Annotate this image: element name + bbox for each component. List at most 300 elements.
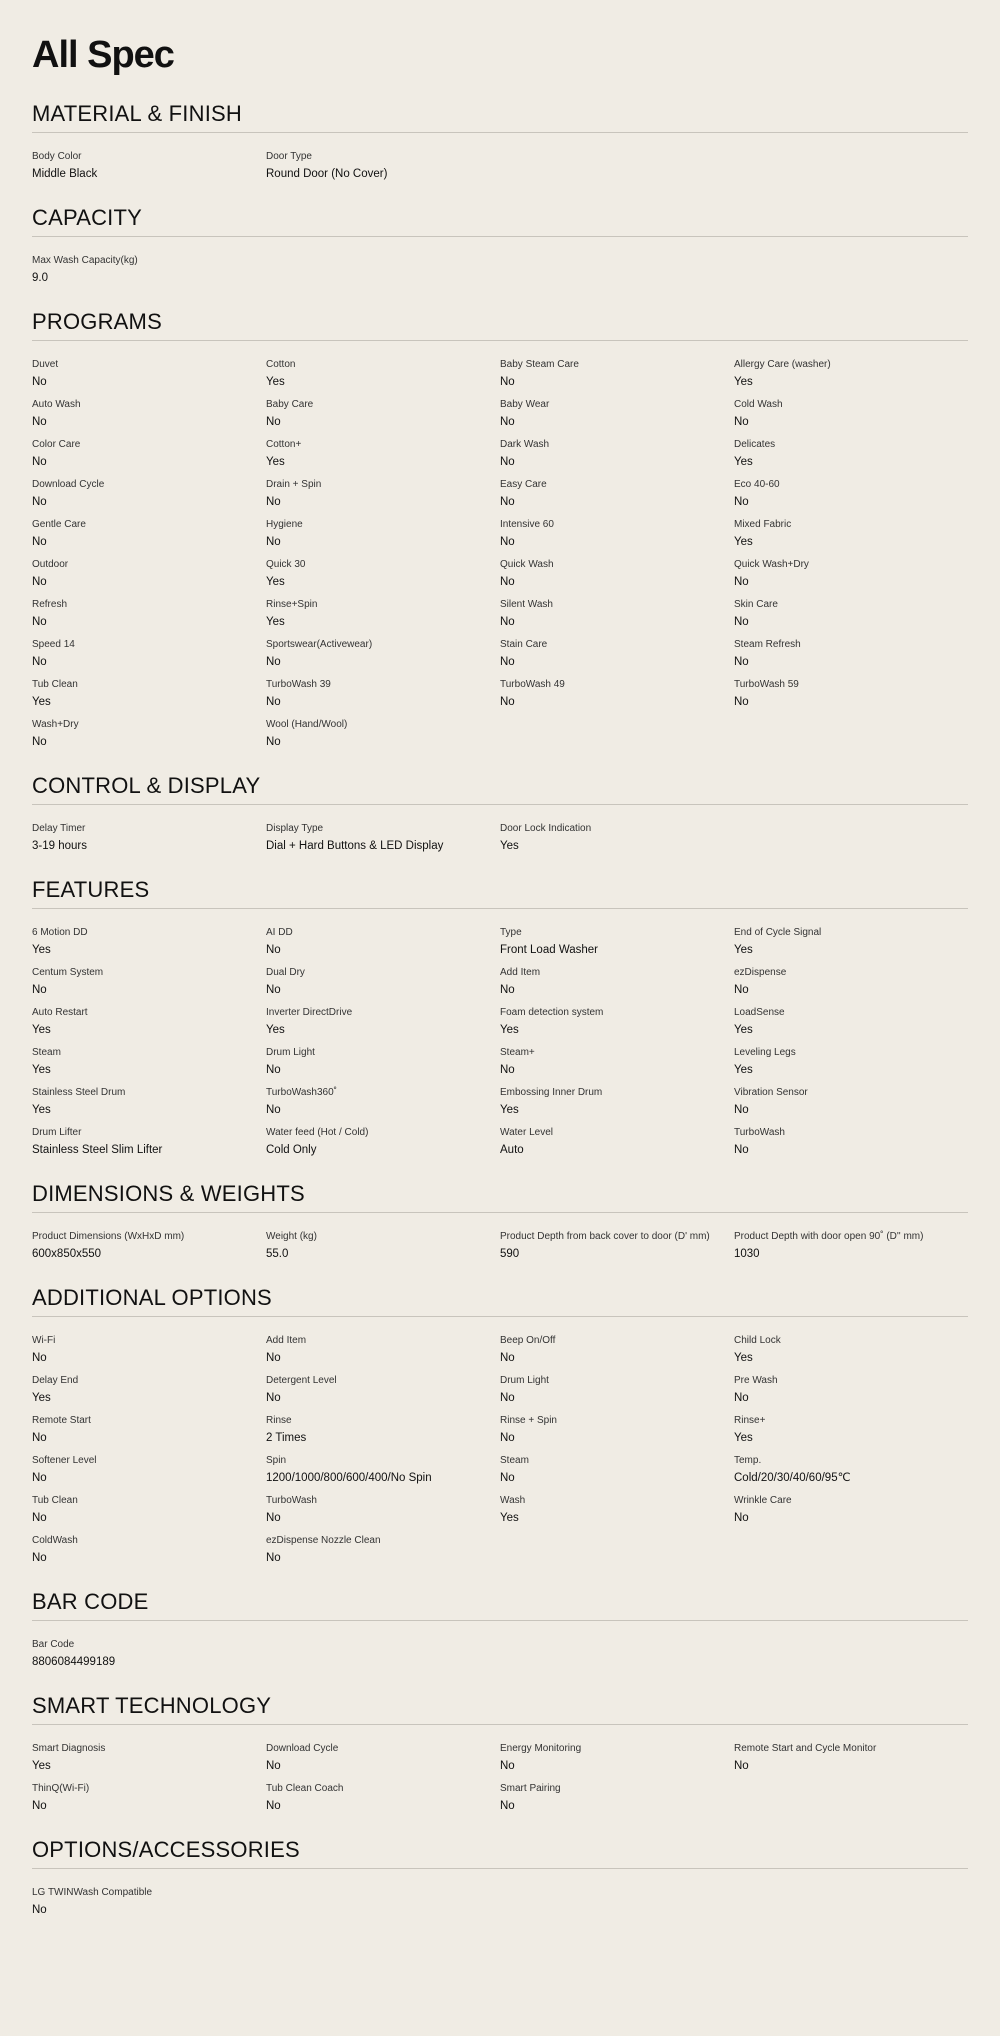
- spec-section: [32, 772, 968, 853]
- spec-item: [32, 399, 266, 429]
- spec-value: No: [266, 984, 281, 996]
- section-title: CAPACITY: [32, 204, 968, 237]
- spec-value: 600x850x550: [32, 1248, 102, 1260]
- spec-value: Yes: [32, 696, 51, 708]
- spec-item: [734, 599, 968, 629]
- spec-value: No: [32, 656, 47, 668]
- spec-grid: [32, 1621, 968, 1669]
- spec-label: Foam detection system: [500, 1007, 604, 1018]
- spec-label: Dual Dry: [266, 967, 305, 978]
- spec-item: [500, 1783, 734, 1813]
- spec-item: [500, 967, 734, 997]
- spec-label: Tub Clean: [32, 679, 78, 690]
- spec-item: [500, 823, 734, 853]
- spec-label: Mixed Fabric: [734, 519, 792, 530]
- spec-label: Weight (kg): [266, 1231, 317, 1242]
- spec-label: Rinse + Spin: [500, 1415, 557, 1426]
- spec-value: No: [500, 496, 515, 508]
- spec-label: Delay Timer: [32, 823, 86, 834]
- spec-value: No: [734, 984, 749, 996]
- spec-value: 590: [500, 1248, 520, 1260]
- spec-value: No: [32, 456, 47, 468]
- spec-value: Auto: [500, 1144, 524, 1156]
- spec-item: [266, 519, 500, 549]
- spec-label: Delay End: [32, 1375, 79, 1386]
- spec-label: Auto Restart: [32, 1007, 88, 1018]
- spec-label: Smart Diagnosis: [32, 1743, 106, 1754]
- spec-label: Temp.: [734, 1455, 762, 1466]
- spec-label: Body Color: [32, 151, 82, 162]
- spec-label: Remote Start and Cycle Monitor: [734, 1743, 877, 1754]
- spec-value: No: [266, 496, 281, 508]
- spec-value: 1030: [734, 1248, 760, 1260]
- spec-item: [500, 1087, 734, 1117]
- spec-label: Quick Wash+Dry: [734, 559, 809, 570]
- spec-label: LoadSense: [734, 1007, 785, 1018]
- spec-value: No: [32, 416, 47, 428]
- section-title: BAR CODE: [32, 1588, 968, 1621]
- spec-label: Remote Start: [32, 1415, 91, 1426]
- spec-value: Yes: [32, 1760, 51, 1772]
- spec-label: Type: [500, 927, 522, 938]
- spec-value: No: [500, 576, 515, 588]
- spec-item: [32, 1047, 266, 1077]
- spec-label: Gentle Care: [32, 519, 86, 530]
- spec-value: No: [500, 1472, 515, 1484]
- spec-label: Dark Wash: [500, 439, 550, 450]
- spec-value: Yes: [500, 1024, 519, 1036]
- spec-label: Wash: [500, 1495, 526, 1506]
- section-title: SMART TECHNOLOGY: [32, 1692, 968, 1725]
- spec-item: [500, 1455, 734, 1485]
- spec-value: Yes: [734, 1064, 753, 1076]
- spec-section: [32, 100, 968, 181]
- spec-item: [32, 823, 266, 853]
- spec-label: Energy Monitoring: [500, 1743, 582, 1754]
- spec-item: [500, 1231, 734, 1261]
- spec-label: Download Cycle: [266, 1743, 339, 1754]
- spec-value: Cold/20/30/40/60/95℃: [734, 1472, 851, 1484]
- spec-item: [266, 599, 500, 629]
- spec-label: Auto Wash: [32, 399, 81, 410]
- spec-value: No: [32, 1800, 47, 1812]
- spec-item: [500, 599, 734, 629]
- spec-label: Stainless Steel Drum: [32, 1087, 126, 1098]
- spec-grid: [32, 133, 968, 181]
- spec-item: [734, 1335, 968, 1365]
- spec-label: Wool (Hand/Wool): [266, 719, 348, 730]
- spec-label: Add Item: [500, 967, 541, 978]
- spec-item: [266, 927, 500, 957]
- spec-item: [500, 519, 734, 549]
- spec-item: [266, 1535, 500, 1565]
- spec-item: [32, 1639, 266, 1669]
- spec-grid: [32, 1213, 968, 1261]
- spec-item: [32, 1783, 266, 1813]
- spec-value: No: [500, 456, 515, 468]
- spec-value: Yes: [266, 576, 285, 588]
- spec-section: [32, 1588, 968, 1669]
- spec-item: [32, 1335, 266, 1365]
- spec-label: TurboWash 49: [500, 679, 565, 690]
- spec-label: Door Lock Indication: [500, 823, 592, 834]
- spec-item: [32, 1375, 266, 1405]
- spec-value: No: [500, 656, 515, 668]
- spec-item: [266, 1335, 500, 1365]
- spec-item: [266, 559, 500, 589]
- spec-label: Product Dimensions (WxHxD mm): [32, 1231, 185, 1242]
- spec-sections: [32, 100, 968, 1917]
- spec-item: [500, 1495, 734, 1525]
- spec-value: No: [500, 616, 515, 628]
- spec-value: No: [734, 696, 749, 708]
- section-title: FEATURES: [32, 876, 968, 909]
- spec-label: 6 Motion DD: [32, 927, 88, 938]
- spec-label: TurboWash: [266, 1495, 317, 1506]
- spec-section: [32, 1284, 968, 1565]
- spec-value: Yes: [32, 1104, 51, 1116]
- spec-value: No: [734, 1392, 749, 1404]
- spec-item: [734, 519, 968, 549]
- spec-grid: [32, 1869, 968, 1917]
- section-title: PROGRAMS: [32, 308, 968, 341]
- spec-value: No: [32, 496, 47, 508]
- spec-item: [734, 479, 968, 509]
- spec-value: No: [266, 656, 281, 668]
- spec-value: No: [734, 576, 749, 588]
- spec-item: [32, 1887, 266, 1917]
- spec-value: Stainless Steel Slim Lifter: [32, 1144, 163, 1156]
- spec-label: Smart Pairing: [500, 1783, 561, 1794]
- spec-item: [266, 1743, 500, 1773]
- spec-label: Max Wash Capacity(kg): [32, 255, 138, 266]
- spec-value: Yes: [734, 376, 753, 388]
- spec-item: [266, 1495, 500, 1525]
- spec-item: [734, 1127, 968, 1157]
- spec-label: Tub Clean: [32, 1495, 78, 1506]
- spec-value: Yes: [32, 1392, 51, 1404]
- spec-label: Drum Light: [500, 1375, 549, 1386]
- spec-value: No: [500, 1352, 515, 1364]
- spec-value: No: [32, 736, 47, 748]
- spec-value: No: [734, 1104, 749, 1116]
- spec-item: [500, 399, 734, 429]
- spec-value: Yes: [734, 1352, 753, 1364]
- spec-label: Hygiene: [266, 519, 303, 530]
- spec-label: TurboWash360˚: [266, 1087, 337, 1098]
- spec-label: Rinse+Spin: [266, 599, 318, 610]
- spec-label: Drum Lifter: [32, 1127, 82, 1138]
- spec-value: No: [32, 1432, 47, 1444]
- spec-label: Centum System: [32, 967, 104, 978]
- spec-label: Sportswear(Activewear): [266, 639, 373, 650]
- spec-item: [500, 1007, 734, 1037]
- spec-value: Yes: [500, 1104, 519, 1116]
- spec-label: Tub Clean Coach: [266, 1783, 344, 1794]
- spec-value: No: [734, 416, 749, 428]
- spec-item: [500, 1335, 734, 1365]
- spec-label: Wrinkle Care: [734, 1495, 792, 1506]
- spec-value: Yes: [266, 616, 285, 628]
- spec-label: Allergy Care (washer): [734, 359, 831, 370]
- spec-value: Dial + Hard Buttons & LED Display: [266, 840, 444, 852]
- spec-item: [266, 1047, 500, 1077]
- spec-label: Product Depth from back cover to door (D' mm): [500, 1231, 710, 1242]
- spec-label: Water feed (Hot / Cold): [266, 1127, 369, 1138]
- spec-label: End of Cycle Signal: [734, 927, 822, 938]
- spec-value: No: [500, 416, 515, 428]
- spec-value: No: [500, 1760, 515, 1772]
- section-title: MATERIAL & FINISH: [32, 100, 968, 133]
- spec-value: 55.0: [266, 1248, 289, 1260]
- spec-label: Beep On/Off: [500, 1335, 556, 1346]
- spec-item: [734, 967, 968, 997]
- spec-label: Quick 30: [266, 559, 306, 570]
- spec-item: [266, 1087, 500, 1117]
- spec-item: [734, 559, 968, 589]
- spec-value: Yes: [32, 1064, 51, 1076]
- spec-value: No: [266, 1552, 281, 1564]
- spec-label: Steam: [500, 1455, 529, 1466]
- spec-item: [32, 1495, 266, 1525]
- spec-item: [266, 1127, 500, 1157]
- spec-item: [500, 1415, 734, 1445]
- spec-label: Product Depth with door open 90˚ (D'' mm): [734, 1231, 924, 1242]
- spec-value: Yes: [266, 1024, 285, 1036]
- spec-label: Child Lock: [734, 1335, 781, 1346]
- spec-label: Spin: [266, 1455, 287, 1466]
- spec-label: Outdoor: [32, 559, 69, 570]
- spec-label: TurboWash: [734, 1127, 785, 1138]
- spec-label: Drain + Spin: [266, 479, 322, 490]
- spec-label: Eco 40-60: [734, 479, 780, 490]
- spec-grid: [32, 237, 968, 285]
- spec-item: [500, 679, 734, 709]
- spec-label: Inverter DirectDrive: [266, 1007, 353, 1018]
- spec-item: [32, 439, 266, 469]
- spec-label: ColdWash: [32, 1535, 78, 1546]
- spec-value: No: [32, 576, 47, 588]
- spec-value: No: [266, 1352, 281, 1364]
- spec-item: [500, 559, 734, 589]
- spec-label: Embossing Inner Drum: [500, 1087, 603, 1098]
- page-title: All Spec: [32, 34, 174, 76]
- spec-label: Bar Code: [32, 1639, 75, 1650]
- spec-item: [32, 679, 266, 709]
- spec-label: Drum Light: [266, 1047, 315, 1058]
- spec-item: [266, 823, 500, 853]
- spec-item: [32, 1415, 266, 1445]
- spec-label: Rinse+: [734, 1415, 766, 1426]
- spec-value: Yes: [266, 456, 285, 468]
- spec-item: [734, 399, 968, 429]
- spec-value: Yes: [266, 376, 285, 388]
- spec-section: [32, 308, 968, 749]
- spec-label: Cotton+: [266, 439, 302, 450]
- spec-label: Leveling Legs: [734, 1047, 796, 1058]
- spec-value: No: [266, 944, 281, 956]
- spec-section: [32, 1836, 968, 1917]
- spec-label: Steam Refresh: [734, 639, 801, 650]
- spec-item: [32, 519, 266, 549]
- spec-value: No: [266, 696, 281, 708]
- spec-value: No: [734, 616, 749, 628]
- spec-item: [32, 719, 266, 749]
- spec-label: Intensive 60: [500, 519, 554, 530]
- spec-section: [32, 204, 968, 285]
- spec-item: [734, 1047, 968, 1077]
- spec-value: No: [32, 1472, 47, 1484]
- spec-label: Pre Wash: [734, 1375, 778, 1386]
- section-title: OPTIONS/ACCESSORIES: [32, 1836, 968, 1869]
- spec-item: [32, 151, 266, 181]
- spec-item: [266, 479, 500, 509]
- spec-value: No: [266, 416, 281, 428]
- spec-value: 3-19 hours: [32, 840, 87, 852]
- spec-value: No: [266, 736, 281, 748]
- spec-label: TurboWash 39: [266, 679, 331, 690]
- spec-grid: [32, 1317, 968, 1565]
- spec-label: Quick Wash: [500, 559, 554, 570]
- spec-value: No: [32, 376, 47, 388]
- spec-item: [500, 1127, 734, 1157]
- spec-label: Stain Care: [500, 639, 548, 650]
- spec-item: [500, 639, 734, 669]
- spec-label: Add Item: [266, 1335, 307, 1346]
- spec-item: [32, 927, 266, 957]
- spec-label: Color Care: [32, 439, 81, 450]
- spec-grid: [32, 1725, 968, 1813]
- spec-label: Detergent Level: [266, 1375, 337, 1386]
- spec-label: Rinse: [266, 1415, 292, 1426]
- spec-label: ThinQ(Wi-Fi): [32, 1783, 90, 1794]
- spec-value: Front Load Washer: [500, 944, 599, 956]
- spec-item: [266, 1455, 500, 1485]
- spec-value: No: [500, 376, 515, 388]
- spec-value: No: [734, 1144, 749, 1156]
- spec-label: TurboWash 59: [734, 679, 799, 690]
- spec-label: Refresh: [32, 599, 68, 610]
- spec-label: Water Level: [500, 1127, 553, 1138]
- spec-value: Yes: [32, 1024, 51, 1036]
- spec-value: No: [500, 536, 515, 548]
- spec-section: [32, 1692, 968, 1813]
- spec-value: No: [32, 984, 47, 996]
- spec-item: [32, 559, 266, 589]
- spec-value: Yes: [500, 840, 519, 852]
- spec-value: 1200/1000/800/600/400/No Spin: [266, 1472, 432, 1484]
- spec-value: No: [266, 1064, 281, 1076]
- spec-value: No: [266, 1760, 281, 1772]
- spec-value: Yes: [734, 1024, 753, 1036]
- spec-item: [734, 1087, 968, 1117]
- spec-value: Cold Only: [266, 1144, 317, 1156]
- spec-item: [734, 679, 968, 709]
- spec-item: [734, 1455, 968, 1485]
- section-title: DIMENSIONS & WEIGHTS: [32, 1180, 968, 1213]
- spec-item: [266, 1375, 500, 1405]
- spec-value: No: [266, 1104, 281, 1116]
- spec-item: [266, 719, 500, 749]
- spec-label: Cold Wash: [734, 399, 783, 410]
- spec-item: [500, 1375, 734, 1405]
- spec-value: Round Door (No Cover): [266, 168, 388, 180]
- section-title: ADDITIONAL OPTIONS: [32, 1284, 968, 1317]
- spec-label: Baby Care: [266, 399, 314, 410]
- spec-value: No: [266, 1800, 281, 1812]
- spec-item: [500, 359, 734, 389]
- spec-item: [32, 1455, 266, 1485]
- spec-value: No: [734, 1512, 749, 1524]
- spec-grid: [32, 909, 968, 1157]
- spec-grid: [32, 341, 968, 749]
- spec-value: No: [32, 616, 47, 628]
- spec-label: Speed 14: [32, 639, 75, 650]
- spec-item: [500, 479, 734, 509]
- spec-value: No: [734, 1760, 749, 1772]
- spec-label: ezDispense Nozzle Clean: [266, 1535, 381, 1546]
- spec-value: No: [500, 1392, 515, 1404]
- spec-label: Easy Care: [500, 479, 547, 490]
- spec-label: Duvet: [32, 359, 59, 370]
- spec-label: Wash+Dry: [32, 719, 79, 730]
- spec-value: No: [266, 1512, 281, 1524]
- spec-value: No: [32, 1512, 47, 1524]
- spec-label: Steam+: [500, 1047, 535, 1058]
- spec-item: [734, 1415, 968, 1445]
- spec-value: Yes: [734, 1432, 753, 1444]
- spec-label: ezDispense: [734, 967, 787, 978]
- spec-label: Steam: [32, 1047, 61, 1058]
- spec-item: [266, 967, 500, 997]
- spec-value: No: [32, 1352, 47, 1364]
- spec-value: No: [734, 656, 749, 668]
- spec-item: [734, 1743, 968, 1773]
- spec-value: Yes: [32, 944, 51, 956]
- spec-value: Yes: [734, 456, 753, 468]
- spec-item: [32, 639, 266, 669]
- spec-item: [734, 359, 968, 389]
- spec-value: No: [32, 536, 47, 548]
- spec-value: No: [32, 1904, 47, 1916]
- spec-item: [32, 1231, 266, 1261]
- spec-value: No: [500, 984, 515, 996]
- spec-label: AI DD: [266, 927, 293, 938]
- spec-section: [32, 876, 968, 1157]
- spec-item: [32, 599, 266, 629]
- spec-item: [734, 439, 968, 469]
- spec-item: [734, 1231, 968, 1261]
- spec-item: [32, 1535, 266, 1565]
- spec-value: Middle Black: [32, 168, 98, 180]
- spec-item: [266, 359, 500, 389]
- spec-item: [500, 1743, 734, 1773]
- spec-item: [734, 639, 968, 669]
- spec-grid: [32, 805, 968, 853]
- spec-item: [266, 1783, 500, 1813]
- spec-label: Wi-Fi: [32, 1335, 56, 1346]
- spec-item: [32, 255, 266, 285]
- spec-value: No: [734, 496, 749, 508]
- spec-label: Baby Steam Care: [500, 359, 579, 370]
- spec-item: [266, 151, 500, 181]
- spec-item: [32, 1007, 266, 1037]
- spec-section: [32, 1180, 968, 1261]
- spec-item: [32, 359, 266, 389]
- spec-label: Delicates: [734, 439, 776, 450]
- spec-item: [500, 1047, 734, 1077]
- spec-item: [32, 1127, 266, 1157]
